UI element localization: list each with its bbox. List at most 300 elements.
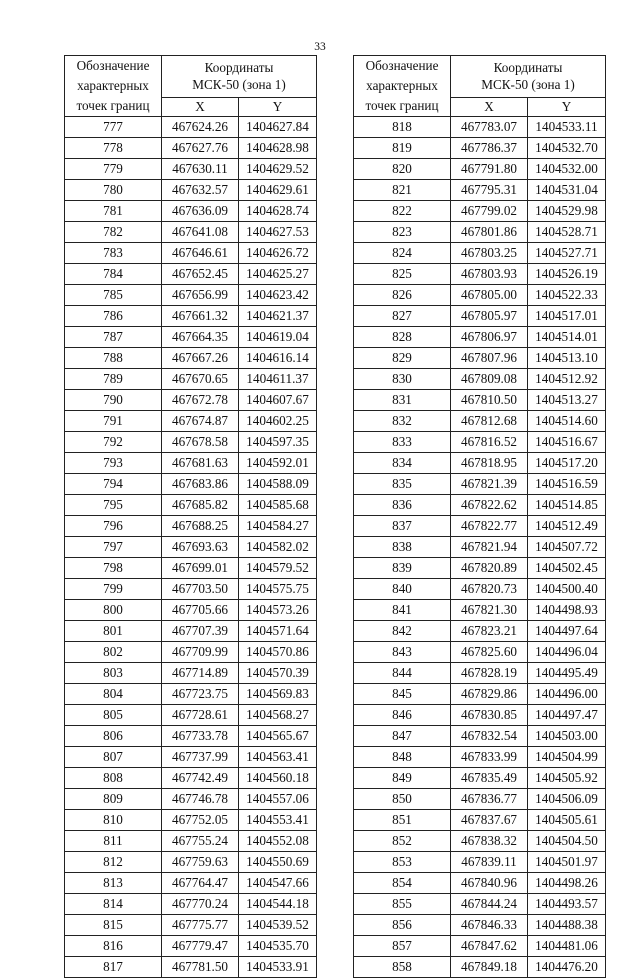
x-coordinate-cell: 467836.77 — [451, 789, 528, 810]
y-coordinate-cell: 1404481.06 — [528, 936, 606, 957]
x-coordinate-cell: 467775.77 — [162, 915, 239, 936]
x-coordinate-cell: 467646.61 — [162, 243, 239, 264]
y-coordinate-cell: 1404513.27 — [528, 390, 606, 411]
table-row — [354, 852, 606, 873]
table-row — [65, 894, 317, 915]
table-row — [65, 936, 317, 957]
table-row — [354, 243, 606, 264]
point-number-cell: 825 — [354, 264, 451, 285]
x-coordinate-cell: 467627.76 — [162, 138, 239, 159]
table-row — [65, 180, 317, 201]
x-coordinate-cell: 467816.52 — [451, 432, 528, 453]
y-coordinate-cell: 1404550.69 — [239, 852, 317, 873]
table-row — [354, 222, 606, 243]
table-row — [354, 390, 606, 411]
x-coordinate-cell: 467799.02 — [451, 201, 528, 222]
y-coordinate-cell: 1404506.09 — [528, 789, 606, 810]
point-number-cell: 842 — [354, 621, 451, 642]
y-coordinate-cell: 1404629.61 — [239, 180, 317, 201]
x-coordinate-cell: 467705.66 — [162, 600, 239, 621]
x-coordinate-cell: 467707.39 — [162, 621, 239, 642]
x-coordinate-cell: 467699.01 — [162, 558, 239, 579]
table-row — [65, 495, 317, 516]
point-number-cell: 818 — [354, 117, 451, 138]
x-coordinate-cell: 467641.08 — [162, 222, 239, 243]
y-coordinate-cell: 1404568.27 — [239, 705, 317, 726]
table-row — [354, 789, 606, 810]
table-row — [354, 285, 606, 306]
x-coordinate-cell: 467783.07 — [451, 117, 528, 138]
point-number-cell: 837 — [354, 516, 451, 537]
table-row — [65, 411, 317, 432]
table-row — [65, 579, 317, 600]
y-coordinate-cell: 1404532.00 — [528, 159, 606, 180]
table-row — [354, 201, 606, 222]
table-row — [354, 936, 606, 957]
point-number-cell: 835 — [354, 474, 451, 495]
point-number-cell: 816 — [65, 936, 162, 957]
y-coordinate-cell: 1404585.68 — [239, 495, 317, 516]
y-coordinate-cell: 1404553.41 — [239, 810, 317, 831]
x-coordinate-cell: 467746.78 — [162, 789, 239, 810]
point-number-cell: 838 — [354, 537, 451, 558]
table-row — [354, 726, 606, 747]
x-coordinate-cell: 467661.32 — [162, 306, 239, 327]
coordinates-table-right — [353, 55, 606, 978]
point-number-cell: 780 — [65, 180, 162, 201]
x-coordinate-cell: 467832.54 — [451, 726, 528, 747]
point-number-cell: 850 — [354, 789, 451, 810]
x-coordinate-cell: 467838.32 — [451, 831, 528, 852]
x-coordinate-cell: 467672.78 — [162, 390, 239, 411]
x-coordinate-cell: 467688.25 — [162, 516, 239, 537]
point-number-cell: 848 — [354, 747, 451, 768]
y-coordinate-cell: 1404497.64 — [528, 621, 606, 642]
table-row — [65, 285, 317, 306]
header-coordinates — [451, 56, 606, 98]
point-number-cell: 829 — [354, 348, 451, 369]
table-row — [354, 327, 606, 348]
header-x: X — [451, 97, 528, 116]
x-coordinate-cell: 467840.96 — [451, 873, 528, 894]
point-number-cell: 821 — [354, 180, 451, 201]
table-row — [65, 810, 317, 831]
table-row — [65, 852, 317, 873]
table-row — [354, 516, 606, 537]
y-coordinate-cell: 1404514.85 — [528, 495, 606, 516]
table-row — [65, 768, 317, 789]
header-y: Y — [239, 97, 317, 116]
y-coordinate-cell: 1404565.67 — [239, 726, 317, 747]
point-number-cell: 799 — [65, 579, 162, 600]
header-designation-line-2: характерных — [366, 78, 438, 93]
table-row — [65, 264, 317, 285]
y-coordinate-cell: 1404526.19 — [528, 264, 606, 285]
point-number-cell: 807 — [65, 747, 162, 768]
point-number-cell: 858 — [354, 957, 451, 978]
point-number-cell: 798 — [65, 558, 162, 579]
table-body-left — [65, 117, 317, 978]
y-coordinate-cell: 1404623.42 — [239, 285, 317, 306]
table-row — [65, 642, 317, 663]
point-number-cell: 813 — [65, 873, 162, 894]
x-coordinate-cell: 467801.86 — [451, 222, 528, 243]
y-coordinate-cell: 1404504.50 — [528, 831, 606, 852]
coordinates-table-left — [64, 55, 317, 978]
point-number-cell: 782 — [65, 222, 162, 243]
x-coordinate-cell: 467847.62 — [451, 936, 528, 957]
x-coordinate-cell: 467764.47 — [162, 873, 239, 894]
point-number-cell: 855 — [354, 894, 451, 915]
table-row — [65, 159, 317, 180]
table-row — [354, 495, 606, 516]
point-number-cell: 853 — [354, 852, 451, 873]
point-number-cell: 781 — [65, 201, 162, 222]
y-coordinate-cell: 1404625.27 — [239, 264, 317, 285]
table-row — [65, 390, 317, 411]
table-row — [354, 306, 606, 327]
point-number-cell: 785 — [65, 285, 162, 306]
table-row — [354, 411, 606, 432]
table-row — [65, 369, 317, 390]
header-designation-line-2: характерных — [77, 78, 149, 93]
x-coordinate-cell: 467820.73 — [451, 579, 528, 600]
table-row — [65, 222, 317, 243]
y-coordinate-cell: 1404627.53 — [239, 222, 317, 243]
table-row — [354, 432, 606, 453]
x-coordinate-cell: 467805.00 — [451, 285, 528, 306]
y-coordinate-cell: 1404611.37 — [239, 369, 317, 390]
header-designation-line-1: Обозначение — [365, 58, 439, 73]
x-coordinate-cell: 467829.86 — [451, 684, 528, 705]
x-coordinate-cell: 467810.50 — [451, 390, 528, 411]
table-row — [65, 558, 317, 579]
table-row — [65, 747, 317, 768]
x-coordinate-cell: 467835.49 — [451, 768, 528, 789]
x-coordinate-cell: 467812.68 — [451, 411, 528, 432]
y-coordinate-cell: 1404498.93 — [528, 600, 606, 621]
point-number-cell: 804 — [65, 684, 162, 705]
y-coordinate-cell: 1404547.66 — [239, 873, 317, 894]
y-coordinate-cell: 1404619.04 — [239, 327, 317, 348]
x-coordinate-cell: 467821.94 — [451, 537, 528, 558]
point-number-cell: 830 — [354, 369, 451, 390]
table-row — [65, 831, 317, 852]
header-x: X — [162, 97, 239, 116]
point-number-cell: 856 — [354, 915, 451, 936]
y-coordinate-cell: 1404501.97 — [528, 852, 606, 873]
table-row — [354, 348, 606, 369]
x-coordinate-cell: 467683.86 — [162, 474, 239, 495]
x-coordinate-cell: 467837.67 — [451, 810, 528, 831]
y-coordinate-cell: 1404488.38 — [528, 915, 606, 936]
point-number-cell: 805 — [65, 705, 162, 726]
x-coordinate-cell: 467681.63 — [162, 453, 239, 474]
table-row — [354, 579, 606, 600]
table-row — [354, 642, 606, 663]
y-coordinate-cell: 1404497.47 — [528, 705, 606, 726]
header-coordinates-line-1: Координаты — [204, 60, 274, 76]
x-coordinate-cell: 467667.26 — [162, 348, 239, 369]
point-number-cell: 802 — [65, 642, 162, 663]
x-coordinate-cell: 467770.24 — [162, 894, 239, 915]
table-row — [354, 957, 606, 978]
table-row — [65, 726, 317, 747]
table-row — [354, 474, 606, 495]
x-coordinate-cell: 467806.97 — [451, 327, 528, 348]
table-row — [354, 558, 606, 579]
y-coordinate-cell: 1404502.45 — [528, 558, 606, 579]
x-coordinate-cell: 467823.21 — [451, 621, 528, 642]
point-number-cell: 803 — [65, 663, 162, 684]
y-coordinate-cell: 1404557.06 — [239, 789, 317, 810]
x-coordinate-cell: 467822.77 — [451, 516, 528, 537]
point-number-cell: 840 — [354, 579, 451, 600]
point-number-cell: 794 — [65, 474, 162, 495]
header-designation — [354, 56, 451, 117]
table-row — [354, 705, 606, 726]
x-coordinate-cell: 467703.50 — [162, 579, 239, 600]
header-designation — [65, 56, 162, 117]
y-coordinate-cell: 1404552.08 — [239, 831, 317, 852]
y-coordinate-cell: 1404628.98 — [239, 138, 317, 159]
y-coordinate-cell: 1404560.18 — [239, 768, 317, 789]
y-coordinate-cell: 1404516.59 — [528, 474, 606, 495]
header-y: Y — [528, 97, 606, 116]
y-coordinate-cell: 1404517.20 — [528, 453, 606, 474]
header-coordinates-line-2: МСК-50 (зона 1) — [481, 77, 575, 93]
y-coordinate-cell: 1404514.01 — [528, 327, 606, 348]
point-number-cell: 847 — [354, 726, 451, 747]
y-coordinate-cell: 1404476.20 — [528, 957, 606, 978]
x-coordinate-cell: 467820.89 — [451, 558, 528, 579]
point-number-cell: 833 — [354, 432, 451, 453]
table-row — [65, 348, 317, 369]
header-coordinates-line-1: Координаты — [493, 60, 563, 76]
y-coordinate-cell: 1404607.67 — [239, 390, 317, 411]
point-number-cell: 793 — [65, 453, 162, 474]
point-number-cell: 828 — [354, 327, 451, 348]
table-row — [65, 306, 317, 327]
point-number-cell: 790 — [65, 390, 162, 411]
y-coordinate-cell: 1404504.99 — [528, 747, 606, 768]
x-coordinate-cell: 467809.08 — [451, 369, 528, 390]
y-coordinate-cell: 1404588.09 — [239, 474, 317, 495]
y-coordinate-cell: 1404495.49 — [528, 663, 606, 684]
point-number-cell: 831 — [354, 390, 451, 411]
y-coordinate-cell: 1404582.02 — [239, 537, 317, 558]
y-coordinate-cell: 1404513.10 — [528, 348, 606, 369]
point-number-cell: 778 — [65, 138, 162, 159]
table-row — [354, 453, 606, 474]
point-number-cell: 808 — [65, 768, 162, 789]
y-coordinate-cell: 1404512.49 — [528, 516, 606, 537]
point-number-cell: 822 — [354, 201, 451, 222]
point-number-cell: 806 — [65, 726, 162, 747]
y-coordinate-cell: 1404507.72 — [528, 537, 606, 558]
table-row — [354, 117, 606, 138]
y-coordinate-cell: 1404493.57 — [528, 894, 606, 915]
x-coordinate-cell: 467807.96 — [451, 348, 528, 369]
point-number-cell: 789 — [65, 369, 162, 390]
y-coordinate-cell: 1404500.40 — [528, 579, 606, 600]
y-coordinate-cell: 1404629.52 — [239, 159, 317, 180]
x-coordinate-cell: 467664.35 — [162, 327, 239, 348]
point-number-cell: 846 — [354, 705, 451, 726]
x-coordinate-cell: 467636.09 — [162, 201, 239, 222]
x-coordinate-cell: 467818.95 — [451, 453, 528, 474]
y-coordinate-cell: 1404503.00 — [528, 726, 606, 747]
table-row — [354, 159, 606, 180]
table-row — [65, 789, 317, 810]
x-coordinate-cell: 467821.30 — [451, 600, 528, 621]
page-number: 33 — [314, 41, 326, 53]
x-coordinate-cell: 467693.63 — [162, 537, 239, 558]
table-row — [354, 600, 606, 621]
point-number-cell: 845 — [354, 684, 451, 705]
point-number-cell: 841 — [354, 600, 451, 621]
y-coordinate-cell: 1404528.71 — [528, 222, 606, 243]
point-number-cell: 788 — [65, 348, 162, 369]
header-designation-line-3: точек границ — [365, 98, 439, 113]
table-row — [65, 537, 317, 558]
table-row — [65, 432, 317, 453]
header-coordinates — [162, 56, 317, 98]
y-coordinate-cell: 1404570.39 — [239, 663, 317, 684]
table-row — [65, 117, 317, 138]
x-coordinate-cell: 467846.33 — [451, 915, 528, 936]
x-coordinate-cell: 467737.99 — [162, 747, 239, 768]
table-row — [354, 138, 606, 159]
table-row — [65, 705, 317, 726]
table-row — [65, 684, 317, 705]
point-number-cell: 857 — [354, 936, 451, 957]
x-coordinate-cell: 467781.50 — [162, 957, 239, 978]
point-number-cell: 849 — [354, 768, 451, 789]
y-coordinate-cell: 1404627.84 — [239, 117, 317, 138]
y-coordinate-cell: 1404616.14 — [239, 348, 317, 369]
point-number-cell: 851 — [354, 810, 451, 831]
x-coordinate-cell: 467822.62 — [451, 495, 528, 516]
table-row — [65, 663, 317, 684]
table-row — [354, 180, 606, 201]
table-row — [65, 453, 317, 474]
x-coordinate-cell: 467833.99 — [451, 747, 528, 768]
y-coordinate-cell: 1404512.92 — [528, 369, 606, 390]
y-coordinate-cell: 1404570.86 — [239, 642, 317, 663]
table-row — [65, 243, 317, 264]
x-coordinate-cell: 467825.60 — [451, 642, 528, 663]
point-number-cell: 836 — [354, 495, 451, 516]
y-coordinate-cell: 1404597.35 — [239, 432, 317, 453]
point-number-cell: 800 — [65, 600, 162, 621]
y-coordinate-cell: 1404514.60 — [528, 411, 606, 432]
table-row — [65, 873, 317, 894]
y-coordinate-cell: 1404571.64 — [239, 621, 317, 642]
table-row — [65, 201, 317, 222]
x-coordinate-cell: 467685.82 — [162, 495, 239, 516]
y-coordinate-cell: 1404533.11 — [528, 117, 606, 138]
y-coordinate-cell: 1404531.04 — [528, 180, 606, 201]
table-row — [354, 684, 606, 705]
table-row — [65, 957, 317, 978]
point-number-cell: 786 — [65, 306, 162, 327]
point-number-cell: 787 — [65, 327, 162, 348]
table-row — [354, 537, 606, 558]
y-coordinate-cell: 1404579.52 — [239, 558, 317, 579]
point-number-cell: 777 — [65, 117, 162, 138]
y-coordinate-cell: 1404535.70 — [239, 936, 317, 957]
point-number-cell: 824 — [354, 243, 451, 264]
y-coordinate-cell: 1404496.04 — [528, 642, 606, 663]
point-number-cell: 817 — [65, 957, 162, 978]
x-coordinate-cell: 467791.80 — [451, 159, 528, 180]
x-coordinate-cell: 467742.49 — [162, 768, 239, 789]
x-coordinate-cell: 467714.89 — [162, 663, 239, 684]
point-number-cell: 791 — [65, 411, 162, 432]
x-coordinate-cell: 467670.65 — [162, 369, 239, 390]
y-coordinate-cell: 1404584.27 — [239, 516, 317, 537]
y-coordinate-cell: 1404602.25 — [239, 411, 317, 432]
table-row — [65, 327, 317, 348]
table-row — [354, 873, 606, 894]
point-number-cell: 796 — [65, 516, 162, 537]
x-coordinate-cell: 467752.05 — [162, 810, 239, 831]
point-number-cell: 834 — [354, 453, 451, 474]
y-coordinate-cell: 1404517.01 — [528, 306, 606, 327]
y-coordinate-cell: 1404496.00 — [528, 684, 606, 705]
table-row — [354, 663, 606, 684]
x-coordinate-cell: 467733.78 — [162, 726, 239, 747]
header-coordinates-line-2: МСК-50 (зона 1) — [192, 77, 286, 93]
table-row — [65, 516, 317, 537]
point-number-cell: 819 — [354, 138, 451, 159]
point-number-cell: 784 — [65, 264, 162, 285]
y-coordinate-cell: 1404505.61 — [528, 810, 606, 831]
x-coordinate-cell: 467759.63 — [162, 852, 239, 873]
x-coordinate-cell: 467803.25 — [451, 243, 528, 264]
y-coordinate-cell: 1404628.74 — [239, 201, 317, 222]
x-coordinate-cell: 467779.47 — [162, 936, 239, 957]
y-coordinate-cell: 1404498.26 — [528, 873, 606, 894]
x-coordinate-cell: 467624.26 — [162, 117, 239, 138]
y-coordinate-cell: 1404533.91 — [239, 957, 317, 978]
x-coordinate-cell: 467709.99 — [162, 642, 239, 663]
x-coordinate-cell: 467678.58 — [162, 432, 239, 453]
point-number-cell: 832 — [354, 411, 451, 432]
y-coordinate-cell: 1404569.83 — [239, 684, 317, 705]
x-coordinate-cell: 467652.45 — [162, 264, 239, 285]
y-coordinate-cell: 1404563.41 — [239, 747, 317, 768]
y-coordinate-cell: 1404505.92 — [528, 768, 606, 789]
x-coordinate-cell: 467630.11 — [162, 159, 239, 180]
y-coordinate-cell: 1404626.72 — [239, 243, 317, 264]
y-coordinate-cell: 1404544.18 — [239, 894, 317, 915]
table-row — [354, 768, 606, 789]
x-coordinate-cell: 467844.24 — [451, 894, 528, 915]
point-number-cell: 852 — [354, 831, 451, 852]
table-row — [65, 600, 317, 621]
point-number-cell: 823 — [354, 222, 451, 243]
table-row — [65, 474, 317, 495]
y-coordinate-cell: 1404522.33 — [528, 285, 606, 306]
x-coordinate-cell: 467803.93 — [451, 264, 528, 285]
point-number-cell: 797 — [65, 537, 162, 558]
table-row — [354, 264, 606, 285]
y-coordinate-cell: 1404516.67 — [528, 432, 606, 453]
table-row — [354, 621, 606, 642]
header-designation-line-3: точек границ — [76, 98, 150, 113]
